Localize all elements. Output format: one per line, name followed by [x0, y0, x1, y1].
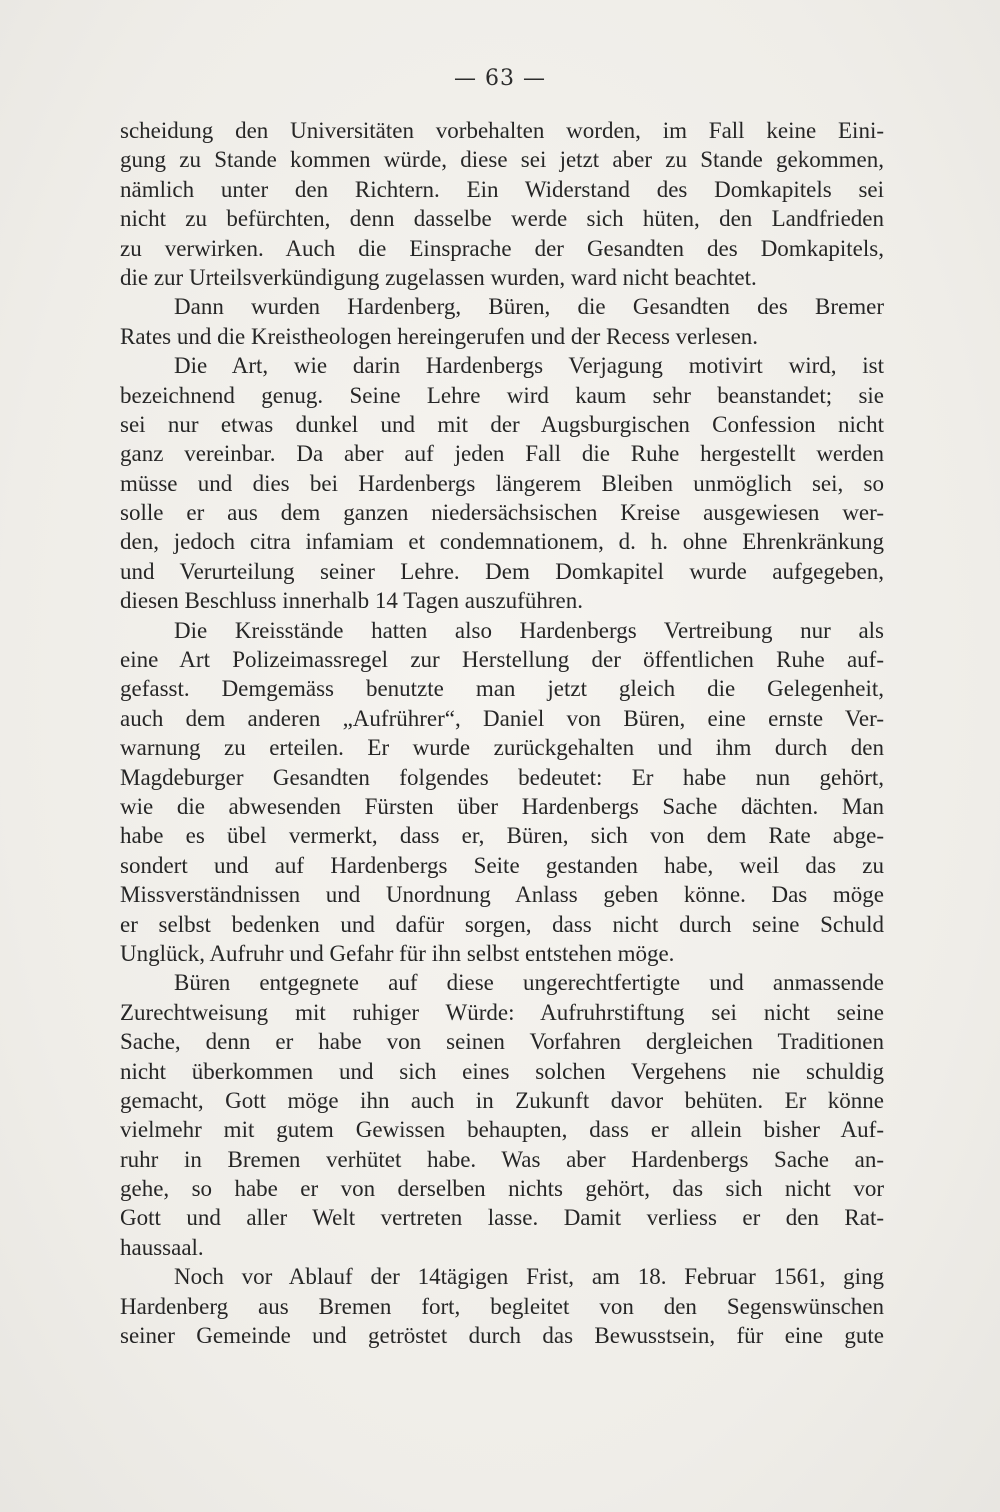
text-line: nämlich unter den Richtern. Ein Widerstand des Domkapitels sei — [120, 176, 884, 202]
text-line: müsse und dies bei Hardenbergs längerem Bleiben unmöglich sei, so — [120, 470, 884, 496]
body-text — [120, 116, 884, 1350]
page-number: — 63 — — [454, 66, 546, 91]
text-line: diesen Beschluss innerhalb 14 Tagen auszuführen. — [120, 588, 583, 614]
text-line: solle er aus dem ganzen niedersächsischen Kreise ausgewiesen wer- — [120, 500, 884, 526]
text-line: seiner Gemeinde und getröstet durch das Bewusstsein, für eine gute — [120, 1323, 884, 1349]
text-line: nicht überkommen und sich eines solchen Vergehens nie schuldig — [120, 1058, 884, 1084]
text-line: Zurechtweisung mit ruhiger Würde: Aufruhrstiftung sei nicht seine — [120, 999, 884, 1025]
text-line: Gott und aller Welt vertreten lasse. Damit verliess er den Rat- — [120, 1205, 884, 1231]
text-line: den, jedoch citra infamiam et condemnationem, d. h. ohne Ehrenkränkung — [120, 529, 884, 555]
text-line: ruhr in Bremen verhütet habe. Was aber Hardenbergs Sache an- — [120, 1146, 884, 1172]
text-line: haussaal. — [120, 1234, 204, 1260]
paragraph — [120, 968, 884, 1262]
text-line: eine Art Polizeimassregel zur Herstellung der öffentlichen Ruhe auf- — [120, 647, 884, 673]
text-line: vielmehr mit gutem Gewissen behaupten, dass er allein bisher Auf- — [120, 1117, 884, 1143]
text-line: Dann wurden Hardenberg, Büren, die Gesandten des Bremer — [174, 294, 884, 320]
text-line: Magdeburger Gesandten folgendes bedeutet: Er habe nun gehört, — [120, 764, 884, 790]
text-line: Noch vor Ablauf der 14tägigen Frist, am 18. Februar 1561, ging — [174, 1264, 884, 1290]
text-line: Hardenberg aus Bremen fort, begleitet von den Segenswünschen — [120, 1293, 884, 1319]
paragraph — [120, 116, 884, 292]
text-line: gemacht, Gott möge ihn auch in Zukunft davor behüten. Er könne — [120, 1087, 884, 1113]
text-line: zu verwirken. Auch die Einsprache der Gesandten des Domkapitels, — [120, 235, 884, 261]
text-line: Sache, denn er habe von seinen Vorfahren dergleichen Traditionen — [120, 1029, 884, 1055]
text-line: die zur Urteilsverkündigung zugelassen wurden, ward nicht beachtet. — [120, 264, 757, 290]
text-line: Missverständnissen und Unordnung Anlass geben könne. Das möge — [120, 882, 884, 908]
text-line: gefasst. Demgemäss benutzte man jetzt gleich die Gelegenheit, — [120, 676, 884, 702]
text-line: Büren entgegnete auf diese ungerechtfertigte und anmassende — [174, 970, 884, 996]
text-line: er selbst bedenken und dafür sorgen, dass nicht durch seine Schuld — [120, 911, 884, 937]
paragraph — [120, 616, 884, 969]
text-line: Rates und die Kreistheologen hereingerufen und der Recess verlesen. — [120, 323, 759, 349]
text-line: Die Art, wie darin Hardenbergs Verjagung motivirt wird, ist — [174, 353, 884, 379]
text-line: und Verurteilung seiner Lehre. Dem Domkapitel wurde aufgegeben, — [120, 558, 884, 584]
paragraph — [120, 1262, 884, 1350]
text-line: sondert und auf Hardenbergs Seite gestanden habe, weil das zu — [120, 852, 884, 878]
text-line: habe es übel vermerkt, dass er, Büren, sich von dem Rate abge- — [120, 823, 884, 849]
text-line: sei nur etwas dunkel und mit der Augsburgischen Confession nicht — [120, 411, 884, 437]
paragraph — [120, 351, 884, 616]
text-line: scheidung den Universitäten vorbehalten worden, im Fall keine Eini- — [120, 118, 884, 143]
text-line: Die Kreisstände hatten also Hardenbergs Vertreibung nur als — [174, 617, 884, 643]
text-line: ganz vereinbar. Da aber auf jeden Fall die Ruhe hergestellt werden — [120, 441, 884, 467]
text-line: warnung zu erteilen. Er wurde zurückgehalten und ihm durch den — [120, 735, 884, 761]
text-line: nicht zu befürchten, denn dasselbe werde sich hüten, den Landfrieden — [120, 206, 884, 232]
text-line: gung zu Stande kommen würde, diese sei jetzt aber zu Stande gekommen, — [120, 147, 884, 173]
text-line: wie die abwesenden Fürsten über Hardenbergs Sache dächten. Man — [120, 793, 884, 819]
text-line: Unglück, Aufruhr und Gefahr für ihn selbst entstehen möge. — [120, 940, 675, 966]
paragraph — [120, 292, 884, 351]
text-line: bezeichnend genug. Seine Lehre wird kaum sehr beanstandet; sie — [120, 382, 884, 408]
text-line: gehe, so habe er von derselben nichts gehört, das sich nicht vor — [120, 1176, 884, 1202]
text-line: auch dem anderen „Aufrührer“, Daniel von Büren, eine ernste Ver- — [120, 705, 884, 731]
